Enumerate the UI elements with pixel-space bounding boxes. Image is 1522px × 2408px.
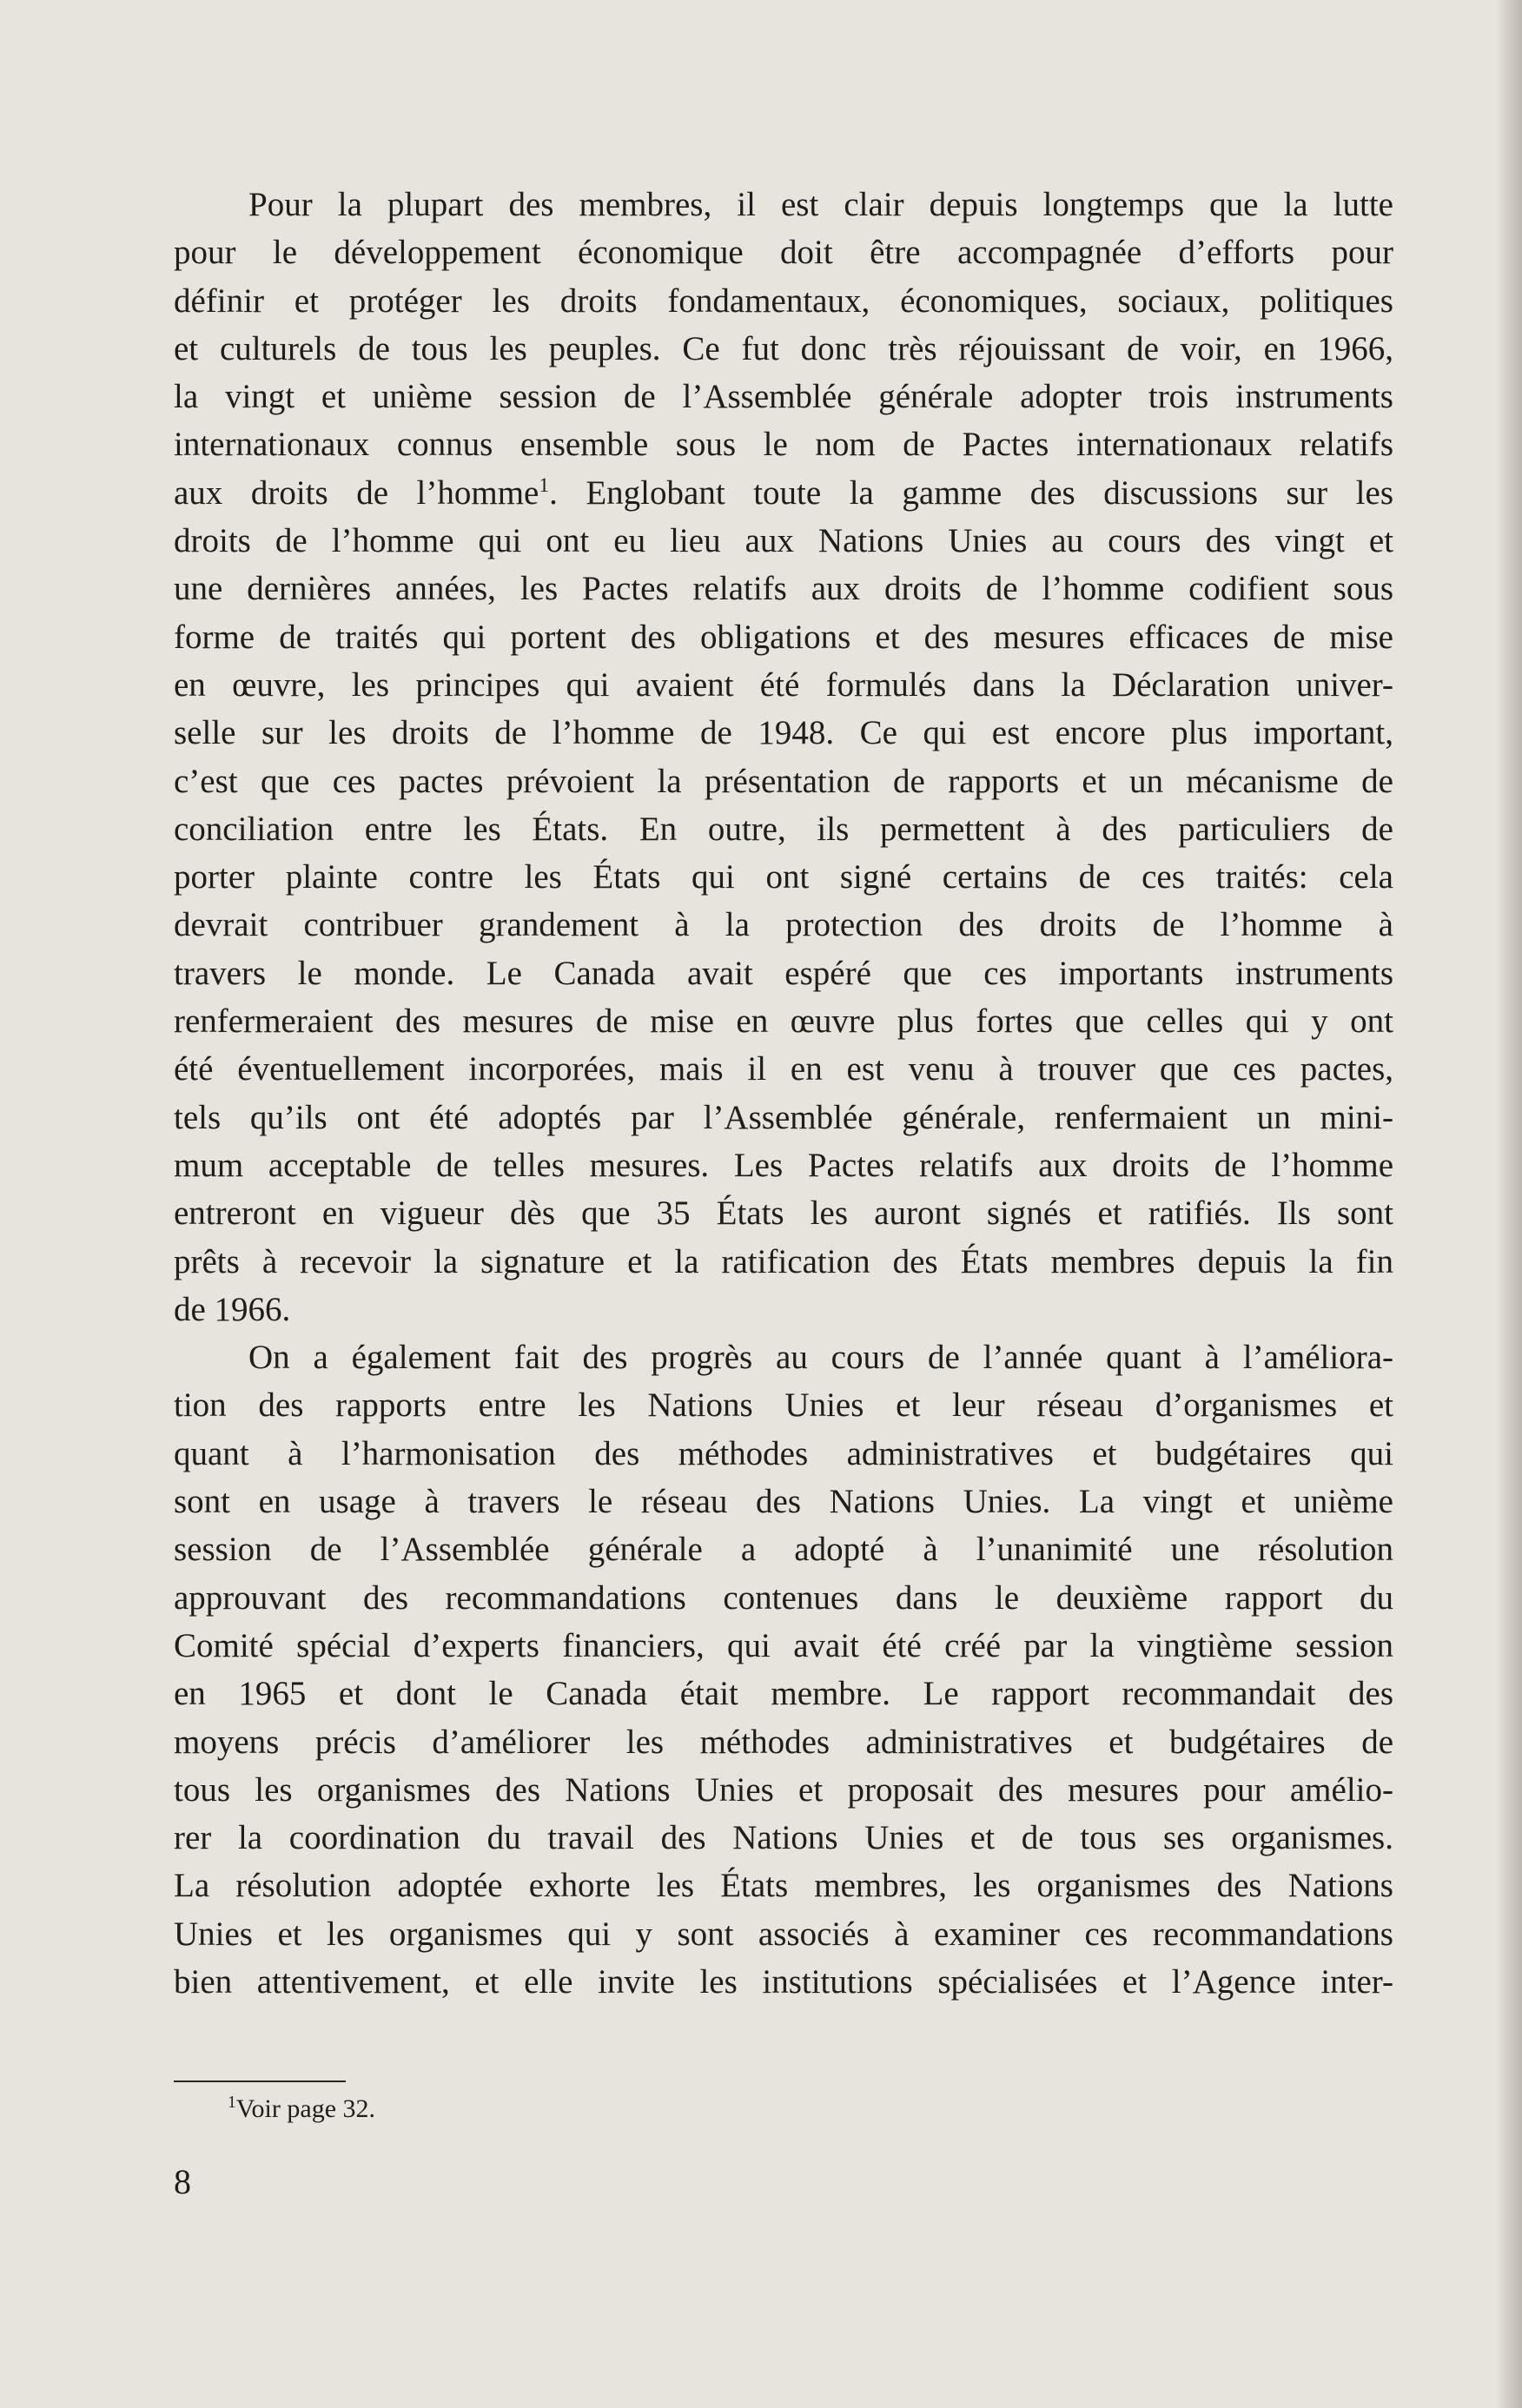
text-line: en 1965 et dont le Canada était membre. Le rapport recommandait des <box>174 1675 1393 1713</box>
text-line: tous les organismes des Nations Unies et proposait des mesures pour amélio- <box>174 1770 1393 1809</box>
text-line: prêts à recevoir la signature et la ratification des États membres depuis la fin <box>174 1242 1393 1280</box>
footnote <box>228 2094 375 2125</box>
text-fragment: . Englobant toute la gamme des discussions sur les <box>549 473 1393 512</box>
text-line: entreront en vigueur dès que 35 États les auront signés et ratifiés. Ils sont <box>174 1194 1393 1233</box>
text-line: La résolution adoptée exhorte les États membres, les organismes des Nations <box>174 1867 1393 1905</box>
text-line: forme de traités qui portent des obligations et des mesures efficaces de mise <box>174 618 1393 656</box>
text-line: On a également fait des progrès au cours de l’année quant à l’améliora- <box>248 1339 1393 1377</box>
text-line: définir et protéger les droits fondamentaux, économiques, sociaux, politiques <box>174 281 1393 320</box>
footnote-separator <box>174 2081 346 2082</box>
text-line: sont en usage à travers le réseau des Nations Unies. La vingt et unième <box>174 1483 1393 1521</box>
text-line: et culturels de tous les peuples. Ce fut donc très réjouissant de voir, en 1966, <box>174 329 1393 367</box>
text-fragment: aux droits de l’homme <box>174 473 539 512</box>
text-line: conciliation entre les États. En outre, ils permettent à des particuliers de <box>174 810 1393 848</box>
paragraph-1 <box>174 181 1393 1333</box>
text-line: une dernières années, les Pactes relatifs aux droits de l’homme codifient sous <box>174 570 1393 608</box>
text-line-with-footnote-ref <box>174 469 1393 517</box>
text-line: quant à l’harmonisation des méthodes administratives et budgétaires qui <box>174 1434 1393 1472</box>
paragraph-2 <box>174 1333 1393 2006</box>
text-line: droits de l’homme qui ont eu lieu aux Nations Unies au cours des vingt et <box>174 522 1393 560</box>
text-line: été éventuellement incorporées, mais il en est venu à trouver que ces pactes, <box>174 1050 1393 1088</box>
footnote-text: Voir page 32. <box>235 2094 376 2123</box>
text-line: tion des rapports entre les Nations Unies et leur réseau d’organismes et <box>174 1386 1393 1425</box>
text-line: en œuvre, les principes qui avaient été formulés dans la Déclaration univer- <box>174 665 1393 704</box>
text-line: internationaux connus ensemble sous le nom de Pactes internationaux relatifs <box>174 426 1393 464</box>
text-line: selle sur les droits de l’homme de 1948. Ce qui est encore plus important, <box>174 714 1393 752</box>
text-line: pour le développement économique doit être accompagnée d’efforts pour <box>174 234 1393 272</box>
text-line: la vingt et unième session de l’Assemblée générale adopter trois instruments <box>174 378 1393 416</box>
body-text <box>174 181 1393 2006</box>
text-line: devrait contribuer grandement à la protection des droits de l’homme à <box>174 906 1393 944</box>
text-line: rer la coordination du travail des Nations Unies et de tous ses organismes. <box>174 1819 1393 1857</box>
footnote-reference: 1 <box>539 473 550 497</box>
text-line: travers le monde. Le Canada avait espéré que ces importants instruments <box>174 954 1393 992</box>
text-line: Comité spécial d’experts financiers, qui avait été créé par la vingtième session <box>174 1626 1393 1664</box>
text-line: moyens précis d’améliorer les méthodes administratives et budgétaires de <box>174 1723 1393 1761</box>
page-number: 8 <box>174 2162 191 2201</box>
text-line: porter plainte contre les États qui ont signé certains de ces traités: cela <box>174 858 1393 896</box>
text-line: tels qu’ils ont été adoptés par l’Assemblée générale, renfermaient un mini- <box>174 1098 1393 1136</box>
footnote-marker: 1 <box>228 2094 236 2112</box>
text-line: c’est que ces pactes prévoient la présentation de rapports et un mécanisme de <box>174 762 1393 800</box>
text-line: Pour la plupart des membres, il est clair depuis longtemps que la lutte <box>248 186 1393 223</box>
text-line: mum acceptable de telles mesures. Les Pactes relatifs aux droits de l’homme <box>174 1146 1393 1184</box>
page-edge-shadow <box>1496 0 1522 2408</box>
text-line: session de l’Assemblée générale a adopté à l’unanimité une résolution <box>174 1531 1393 1569</box>
text-line: bien attentivement, et elle invite les institutions spécialisées et l’Agence inter- <box>174 1962 1393 2001</box>
text-line: de 1966. <box>174 1290 291 1328</box>
text-line: approuvant des recommandations contenues dans le deuxième rapport du <box>174 1578 1393 1617</box>
text-line: renfermeraient des mesures de mise en œuvre plus fortes que celles qui y ont <box>174 1002 1393 1041</box>
text-line: Unies et les organismes qui y sont associés à examiner ces recommandations <box>174 1915 1393 1953</box>
